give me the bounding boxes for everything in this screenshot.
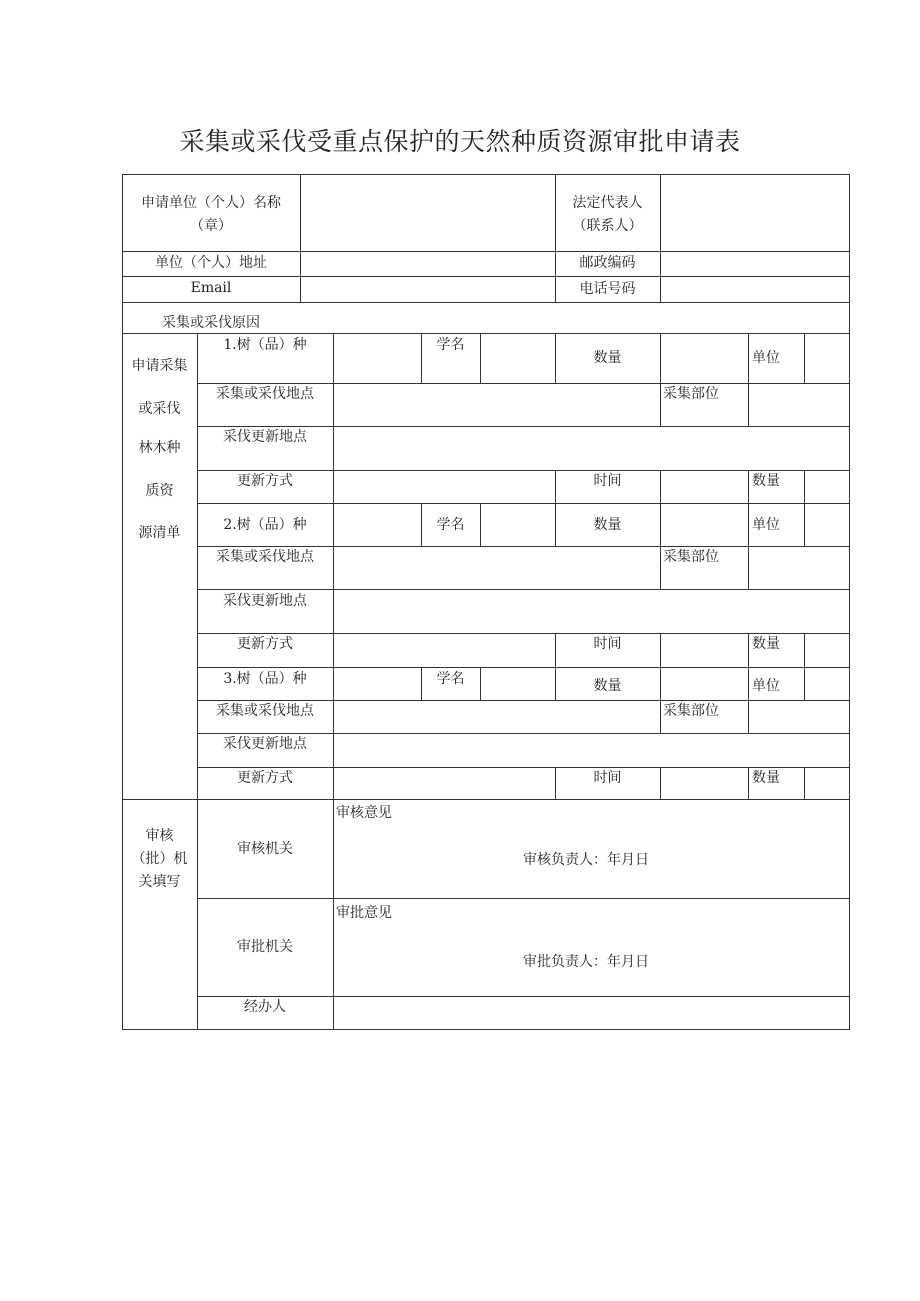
resource-list-side-label: 林木种 — [138, 440, 181, 456]
col-divider — [660, 767, 661, 800]
phone-label: 电话号码 — [579, 281, 636, 297]
applicant-name-label: 申请单位（个人）名称 — [141, 195, 281, 211]
species-label: 3.树（品）种 — [223, 671, 307, 687]
scientific-name-label: 学名 — [436, 337, 465, 353]
col-divider — [748, 700, 749, 734]
col-divider — [804, 633, 805, 668]
scientific-name-label: 学名 — [436, 671, 465, 687]
renewal-location-label: 采伐更新地点 — [223, 429, 307, 445]
renewal-method-label: 更新方式 — [237, 473, 293, 489]
col-divider — [480, 667, 481, 701]
review-side-label: 关填写 — [138, 874, 181, 890]
col-divider — [333, 333, 334, 1030]
renewal-method-label: 更新方式 — [237, 636, 293, 652]
col-divider — [804, 767, 805, 800]
resource-list-side-label: 源清单 — [138, 525, 181, 541]
collection-location-label: 采集或采伐地点 — [216, 386, 314, 402]
renewal-quantity-label: 数量 — [752, 473, 780, 489]
unit-label: 单位 — [752, 678, 780, 694]
phone-field[interactable] — [661, 277, 849, 302]
handler-label: 经办人 — [244, 999, 286, 1015]
col-divider — [660, 633, 661, 668]
col-divider — [804, 333, 805, 384]
col-divider — [748, 767, 749, 800]
audit-org-label: 审核机关 — [237, 841, 293, 857]
reason-label: 采集或采伐原因 — [162, 315, 260, 331]
address-field[interactable] — [301, 252, 555, 276]
approve-signature-label: 审批负责人：年月日 — [523, 954, 649, 970]
audit-signature-label: 审核负责人：年月日 — [523, 852, 649, 868]
col-divider — [804, 503, 805, 547]
renewal-location-label: 采伐更新地点 — [223, 593, 307, 609]
renewal-quantity-label: 数量 — [752, 770, 780, 786]
quantity-label: 数量 — [593, 678, 622, 694]
row-divider — [197, 503, 850, 504]
email-field[interactable] — [301, 277, 555, 302]
address-label: 单位（个人）地址 — [155, 255, 267, 271]
renewal-quantity-label: 数量 — [752, 636, 780, 652]
col-divider — [480, 333, 481, 384]
time-label: 时间 — [593, 770, 622, 786]
col-divider — [748, 333, 749, 384]
approve-org-label: 审批机关 — [237, 939, 293, 955]
reason-field[interactable] — [301, 303, 849, 333]
col-divider — [748, 667, 749, 701]
table-border-bottom — [122, 1029, 850, 1030]
table-border-left — [122, 174, 123, 1030]
row-divider — [122, 799, 850, 800]
scientific-name-label: 学名 — [436, 517, 465, 533]
resource-list-side-label: 或采伐 — [138, 401, 181, 417]
species-label: 2.树（品）种 — [223, 517, 307, 533]
applicant-seal-label: （章） — [190, 218, 232, 234]
collection-location-label: 采集或采伐地点 — [216, 703, 314, 719]
unit-label: 单位 — [752, 350, 780, 366]
legal-rep-field[interactable] — [661, 175, 849, 251]
col-divider — [480, 503, 481, 547]
col-divider — [660, 383, 661, 427]
applicant-name-field[interactable] — [301, 175, 555, 251]
resource-list-side-label: 申请采集 — [131, 358, 188, 374]
unit-label: 单位 — [752, 517, 780, 533]
email-label: Email — [190, 280, 232, 296]
approve-opinion-label: 审批意见 — [336, 905, 392, 921]
col-divider — [660, 333, 661, 384]
time-label: 时间 — [593, 636, 622, 652]
form-title: 采集或采伐受重点保护的天然种质资源审批申请表 — [179, 127, 741, 156]
postcode-field[interactable] — [661, 252, 849, 276]
review-side-label: 审核 — [145, 828, 174, 844]
review-side-label: （批）机 — [131, 851, 188, 867]
time-label: 时间 — [593, 473, 622, 489]
col-divider — [660, 470, 661, 504]
handler-field[interactable] — [334, 997, 849, 1029]
resource-list-side-label: 质资 — [145, 483, 174, 499]
col-divider — [660, 503, 661, 547]
row-divider — [197, 898, 850, 899]
col-divider — [804, 470, 805, 504]
legal-rep-label: 法定代表人 — [572, 195, 643, 211]
renewal-method-label: 更新方式 — [237, 770, 293, 786]
collection-part-label: 采集部位 — [663, 703, 719, 719]
collection-part-label: 采集部位 — [663, 386, 719, 402]
col-divider — [660, 667, 661, 701]
col-divider — [748, 503, 749, 547]
col-divider — [748, 383, 749, 427]
collection-part-label: 采集部位 — [663, 549, 719, 565]
table-border-right — [849, 174, 850, 1030]
renewal-location-label: 采伐更新地点 — [223, 736, 307, 752]
quantity-label: 数量 — [593, 517, 622, 533]
col-divider — [748, 546, 749, 590]
species-label: 1.树（品）种 — [223, 337, 307, 353]
col-divider — [660, 700, 661, 734]
postcode-label: 邮政编码 — [579, 255, 636, 271]
audit-opinion-label: 审核意见 — [336, 805, 392, 821]
contact-label: （联系人） — [572, 218, 643, 234]
col-divider — [660, 546, 661, 590]
col-divider — [804, 667, 805, 701]
collection-location-label: 采集或采伐地点 — [216, 549, 314, 565]
quantity-label: 数量 — [593, 350, 622, 366]
col-divider — [748, 470, 749, 504]
col-divider — [748, 633, 749, 668]
